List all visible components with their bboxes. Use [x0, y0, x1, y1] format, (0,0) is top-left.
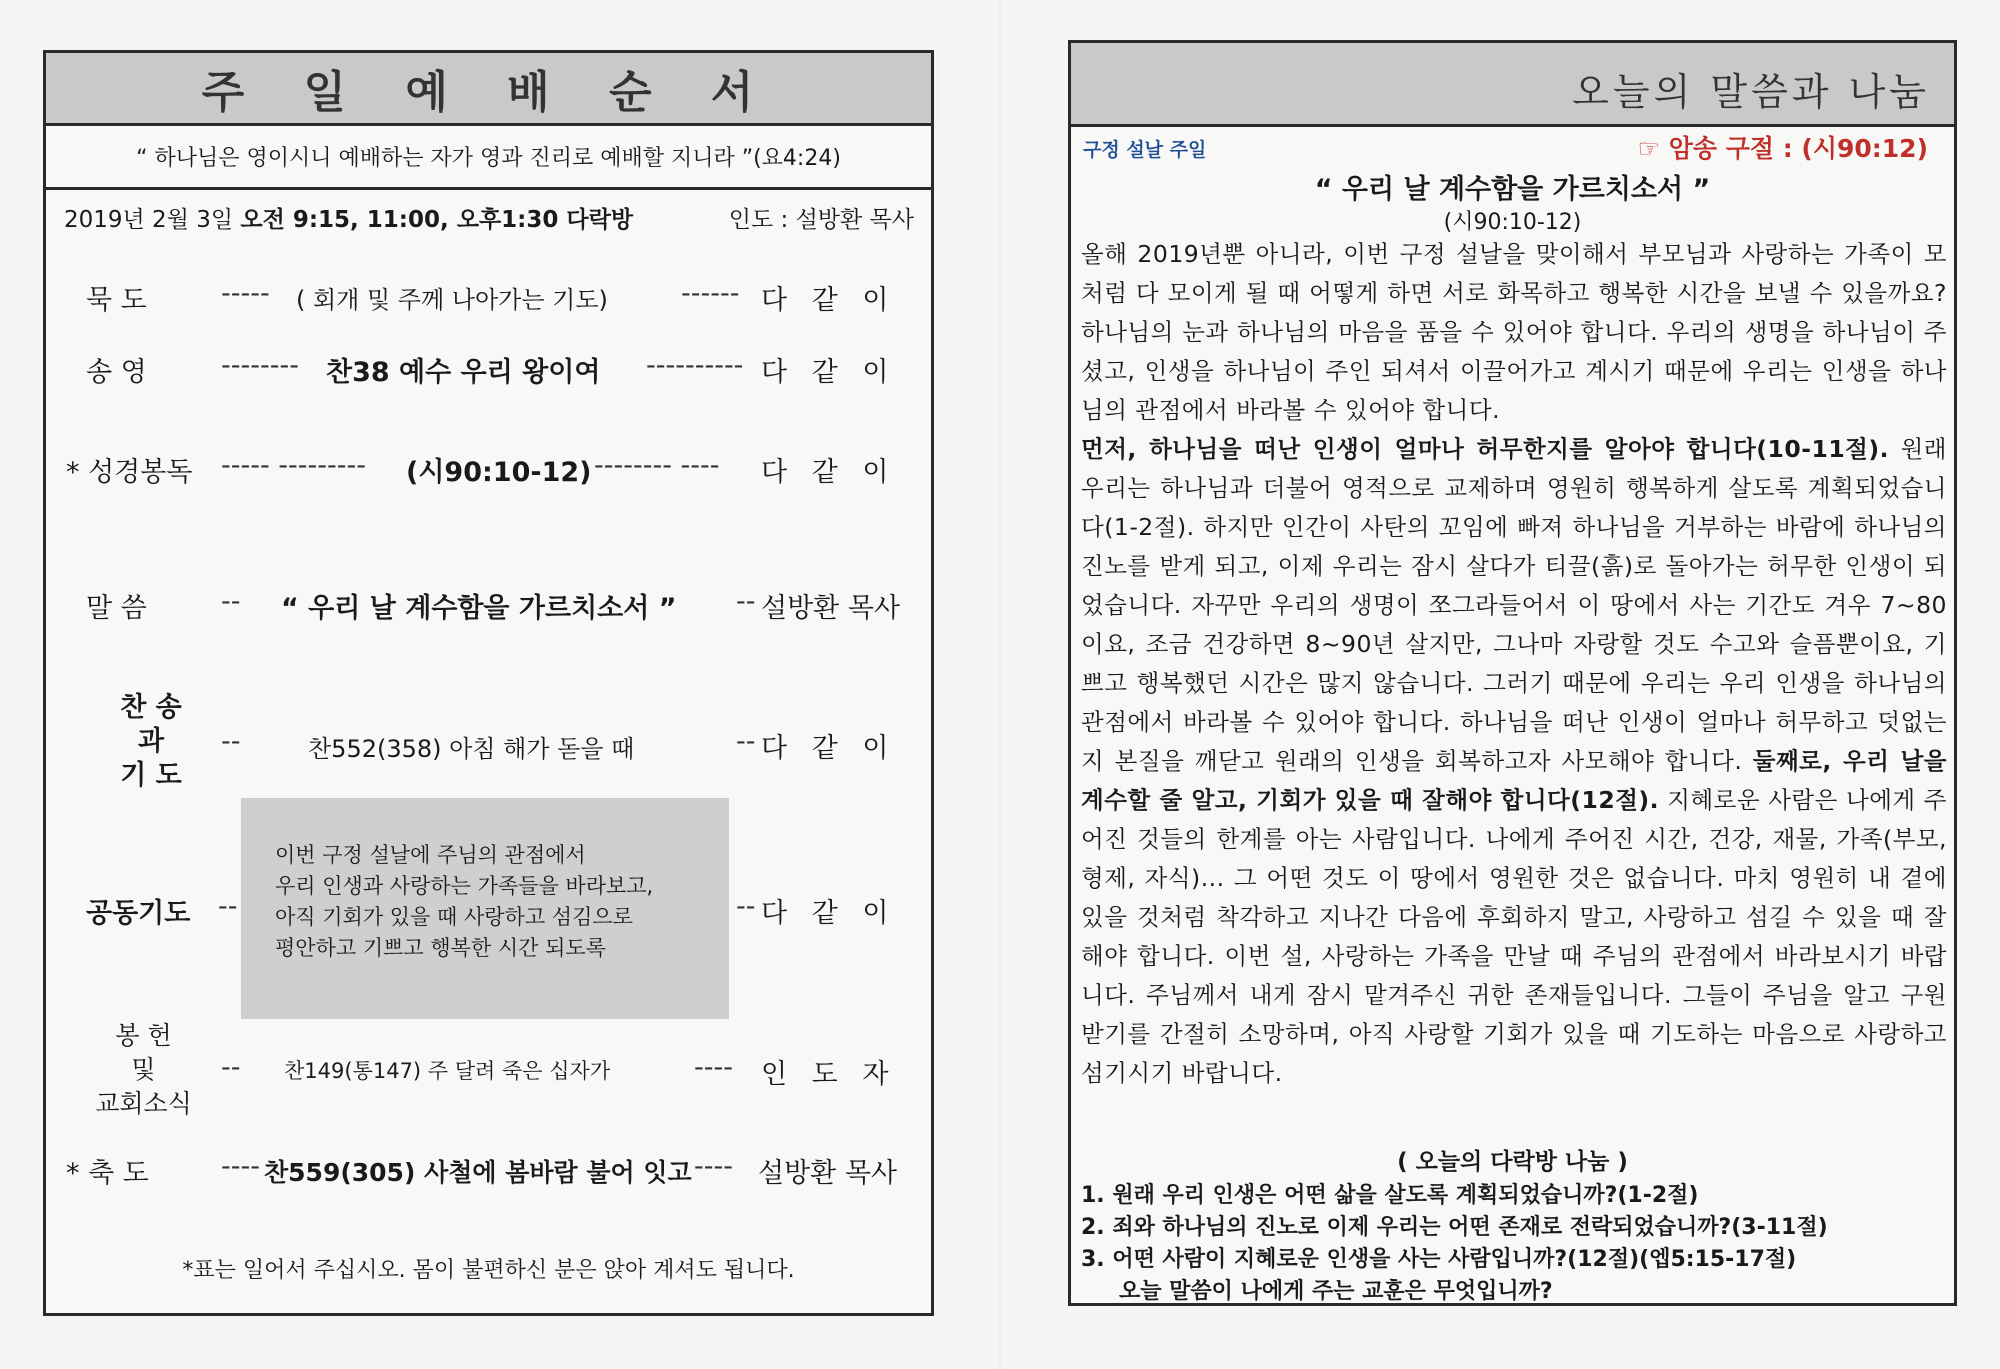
item-text: ( 회개 및 주께 나아가는 기도)	[296, 286, 608, 314]
service-date-line	[64, 201, 914, 234]
item-dash: --	[221, 726, 241, 757]
item-dash: ----	[221, 1151, 260, 1182]
item-dash: ------	[681, 278, 740, 309]
page-fold	[998, 0, 1002, 1369]
service-date: 2019년 2월 3일	[64, 207, 234, 233]
memory-verse: ☞ 암송 구절 : (시90:12)	[1637, 134, 1928, 163]
prayer-line: 우리 인생과 사랑하는 가족들을 바라보고,	[275, 874, 654, 898]
item-label: * 성경봉독	[66, 457, 193, 488]
discussion-question: 오늘 말씀이 나에게 주는 교훈은 무엇입니까?	[1119, 1279, 1553, 1304]
item-label: 묵 도	[86, 285, 147, 316]
joint-prayer-box	[241, 798, 729, 1019]
small-group-title: ( 오늘의 다락방 나눔 )	[1397, 1149, 1628, 1175]
item-text: 찬552(358) 아침 해가 돋을 때	[308, 735, 635, 763]
sermon-title: “ 우리 날 계수함을 가르치소서 ”	[1314, 174, 1711, 205]
item-text: (시90:10-12)	[406, 457, 592, 488]
standing-note: *표는 일어서 주십시오. 몸이 불편하신 분은 앉아 계셔도 됩니다.	[182, 1258, 795, 1283]
discussion-question: 3. 어떤 사람이 지혜로운 인생을 사는 사람입니까?(12절)(엡5:15-17절)	[1081, 1247, 1797, 1272]
item-dash: ----- ---------	[221, 450, 366, 481]
item-who: 인 도 자	[761, 1059, 897, 1090]
item-text: 찬149(통147) 주 달려 죽은 십자가	[284, 1059, 611, 1083]
sermon-body	[1081, 235, 1947, 1093]
item-dash: ----------	[646, 350, 744, 381]
item-who: 다 같 이	[761, 285, 897, 316]
item-text: 찬38 예수 우리 왕이여	[326, 357, 601, 388]
prayer-line: 이번 구정 설날에 주님의 관점에서	[275, 843, 586, 867]
item-dash: -----	[221, 278, 270, 309]
item-label: 말 씀	[86, 593, 147, 624]
discussion-question: 1. 원래 우리 인생은 어떤 삶을 살도록 계획되었습니까?(1-2절)	[1081, 1183, 1699, 1208]
service-times: 오전 9:15, 11:00, 오후1:30 다락방	[240, 207, 634, 233]
theme-verse: “ 하나님은 영이시니 예배하는 자가 영과 진리로 예배할 지니라 ”(요4:24)	[46, 126, 931, 190]
item-dash: --	[221, 586, 241, 617]
item-who: 설방환 목사	[761, 593, 900, 624]
item-who: 다 같 이	[761, 457, 897, 488]
item-who: 다 같 이	[761, 357, 897, 388]
item-dash: --	[736, 891, 756, 922]
item-who: 다 같 이	[761, 898, 897, 929]
order-of-service-title: 주 일 예 배 순 서	[46, 53, 931, 126]
item-dash: --	[736, 726, 756, 757]
item-text: “ 우리 날 계수함을 가르치소서 ”	[281, 593, 677, 624]
item-dash: --	[221, 1052, 241, 1083]
todays-word-header	[1071, 43, 1954, 127]
service-leader: 인도 : 설방환 목사	[728, 207, 914, 233]
item-dash: ----	[694, 1052, 733, 1083]
item-dash: --	[736, 586, 756, 617]
item-label: 공동기도	[86, 898, 191, 929]
item-label: 송 영	[86, 357, 147, 388]
item-label: 봉 헌 및 교회소식	[95, 1021, 192, 1118]
sermon-paragraph: 원래 우리는 하나님과 더불어 영적으로 교제하며 영원히 행복하게 살도록 계획되었습니다(1-2절). 하지만 인간이 사탄의 꼬임에 빠져 하나님을 거부하는 바람에 하나님의 진노를 받게 되고, 이제 우리는 잠시 살다가 티끌(흙)로 돌아가는 허무한 인생이 되었습니다. 자꾸만 우리의 생명이 쪼그라들어서 이 땅에서 사는 기간도 겨우 7~80이요, 조금 건강하면 8~90년 살지만, 그나마 자랑할 것도 수고와 슬픔뿐이요, 기쁘고 행복했던 시간은 많지 않습니다. 그러기 때문에 우리는 우리 인생을 하나님의 관점에서 바라볼 수 있어야 합니다. 하나님을 떠난 인생이 얼마나 허무하고 덧없는지 본질을 깨닫고 원래의 인생을 회복하고자 사모해야 합니다.	[1081, 435, 1947, 775]
order-of-service-panel	[43, 50, 934, 1316]
item-text: 찬559(305) 사철에 봄바람 불어 잇고	[264, 1158, 692, 1187]
todays-word-title: 오늘의 말씀과 나눔	[1572, 70, 1930, 114]
sermon-point: 둘째로, 우리 날을 계수할 줄 알고, 기회가 있을 때 잘해야 합니다(12절).	[1081, 747, 1947, 814]
prayer-line: 평안하고 기쁘고 행복한 시간 되도록	[275, 936, 606, 960]
prayer-line: 아직 기회가 있을 때 사랑하고 섬김으로	[275, 905, 633, 929]
sermon-reference: (시90:10-12)	[1443, 210, 1582, 235]
item-who: 설방환 목사	[758, 1158, 897, 1189]
sermon-point: 먼저, 하나님을 떠난 인생이 얼마나 허무한지를 알아야 합니다(10-11절).	[1081, 435, 1890, 463]
item-label: 찬 송 과 기 도	[120, 692, 182, 791]
item-dash: -------- ----	[594, 450, 720, 481]
discussion-question: 2. 죄와 하나님의 진노로 이제 우리는 어떤 존재로 전락되었습니까?(3-11절)	[1081, 1215, 1828, 1240]
sermon-paragraph: 지혜로운 사람은 나에게 주어진 것들의 한계를 아는 사람입니다. 나에게 주어진 시간, 건강, 재물, 가족(부모, 형제, 자식)... 그 어떤 것도 이 땅에서 영원한 것은 없습니다. 마치 영원히 내 곁에 있을 것처럼 착각하고 지나간 다음에 후회하지 말고, 사랑하고 섬길 수 있을 때 잘 해야 합니다. 이번 설, 사랑하는 가족을 만날 때 주님의 관점에서 바라보시기 바랍니다. 주님께서 내게 잠시 맡겨주신 귀한 존재들입니다. 그들이 주님을 알고 구원 받기를 간절히 소망하며, 아직 사랑할 기회가 있을 때 기도하는 마음으로 사랑하고 섬기시기 바랍니다.	[1081, 786, 1947, 1087]
todays-word-panel	[1068, 40, 1957, 1306]
occasion-label: 구정 설날 주일	[1083, 139, 1207, 161]
item-label: * 축 도	[66, 1158, 149, 1189]
sermon-paragraph: 올해 2019년뿐 아니라, 이번 구정 설날을 맞이해서 부모님과 사랑하는 가족이 모처럼 다 모이게 될 때 어떻게 하면 서로 화목하고 행복한 시간을 보낼 수 있을까요? 하나님의 눈과 하나님의 마음을 품을 수 있어야 합니다. 우리의 생명을 하나님이 주셨고, 인생을 하나님이 주인 되셔서 이끌어가고 계시기 때문에 우리는 인생을 하나님의 관점에서 바라볼 수 있어야 합니다.	[1081, 240, 1947, 424]
item-dash: --------	[221, 350, 299, 381]
item-who: 다 같 이	[761, 733, 897, 764]
item-dash: --	[218, 891, 238, 922]
item-dash: ----	[694, 1151, 733, 1182]
